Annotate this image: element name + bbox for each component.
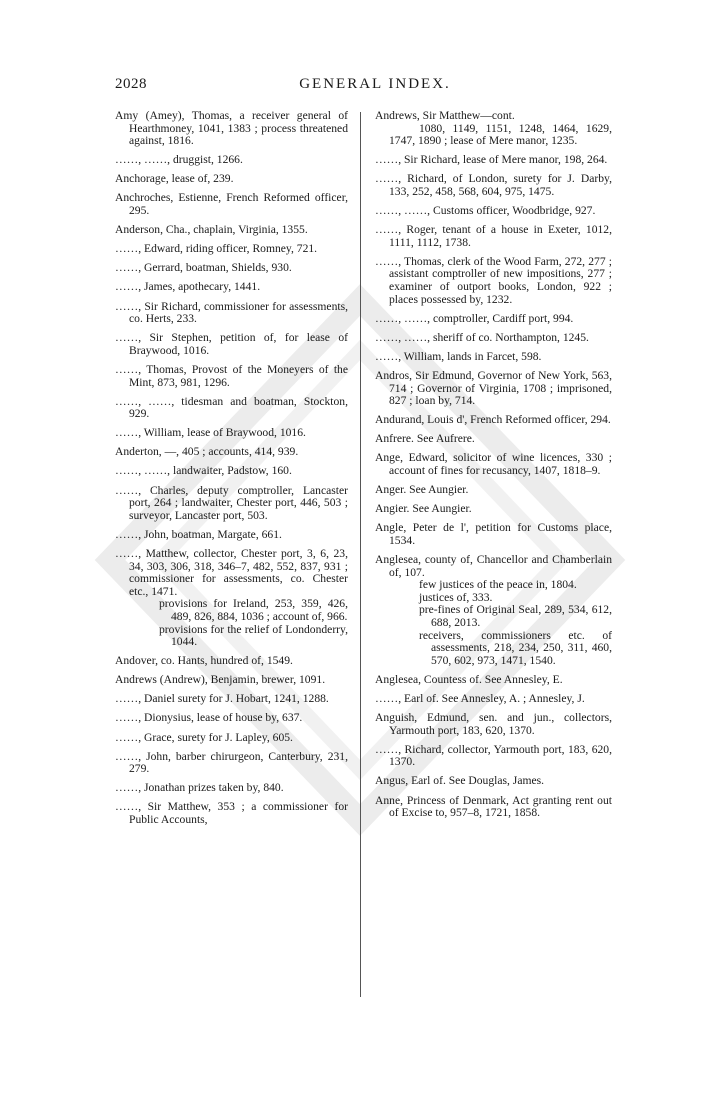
- left-column: [115, 110, 348, 833]
- index-entry: Anchroches, Estienne, French Reformed officer, 295.: [115, 191, 348, 218]
- continued-entry: 1080, 1149, 1151, 1248, 1464, 1629, 1747, 1890 ; lease of Mere manor, 1235.: [389, 121, 612, 148]
- index-entry: Angus, Earl of. See Douglas, James.: [375, 774, 545, 788]
- index-entry: ……, ……, tidesman and boatman, Stockton, 929.: [115, 394, 348, 421]
- index-entry: Anguish, Edmund, sen. and jun., collectors, Yarmouth port, 183, 620, 1370.: [375, 711, 612, 737]
- index-subentry: few justices of the peace in, 1804.: [419, 578, 577, 592]
- index-subentry: receivers, commissioners etc. of assessments, 218, 234, 250, 311, 460, 570, 602, 973, 1471, 1540.: [419, 628, 612, 667]
- index-entry: ……, Sir Stephen, petition of, for lease of Braywood, 1016.: [115, 331, 348, 357]
- index-entry: ……, Sir Matthew, 353 ; a commissioner for Public Accounts,: [115, 800, 348, 827]
- page-number: 2028: [115, 76, 147, 92]
- index-entry: ……, Richard, collector, Yarmouth port, 183, 620, 1370.: [375, 742, 612, 769]
- index-entry: ……, John, boatman, Margate, 661.: [115, 527, 282, 541]
- page-header: [115, 76, 635, 98]
- index-entry: Anglesea, Countess of. See Annesley, E.: [375, 672, 563, 686]
- index-entry: ……, Grace, surety for J. Lapley, 605.: [115, 730, 293, 744]
- index-entry: Amy (Amey), Thomas, a receiver general of Hearthmoney, 1041, 1383 ; process threatened against, 1816.: [115, 109, 348, 148]
- column-divider: [360, 112, 361, 997]
- index-entry: ……, Edward, riding officer, Romney, 721.: [115, 242, 318, 256]
- index-entry: Andover, co. Hants, hundred of, 1549.: [115, 654, 293, 668]
- index-subentry: provisions for the relief of Londonderry, 1044.: [159, 622, 348, 649]
- index-entry: ……, William, lease of Braywood, 1016.: [115, 426, 306, 440]
- index-entry: ……, ……, sheriff of co. Northampton, 1245.: [375, 330, 589, 344]
- index-entry: Angle, Peter de l', petition for Customs place, 1534.: [375, 521, 612, 547]
- index-entry: Anderton, —, 405 ; accounts, 414, 939.: [115, 445, 299, 459]
- index-subentry: provisions for Ireland, 253, 359, 426, 489, 826, 884, 1036 ; account of, 966.: [159, 597, 348, 623]
- index-entry: Ange, Edward, solicitor of wine licences, 330 ; account of fines for recusancy, 1407, 1818–9.: [375, 451, 612, 478]
- index-subentry: justices of, 333.: [419, 590, 493, 604]
- index-entry: ……, John, barber chirurgeon, Canterbury, 231, 279.: [115, 749, 348, 776]
- index-entry: ……, Matthew, collector, Chester port, 3, 6, 23, 34, 303, 306, 318, 346–7, 482, 552, 837, 931 ; commissioner for assessments, co. Chester etc., 1471.: [115, 546, 348, 598]
- index-entry: Andurand, Louis d', French Reformed officer, 294.: [375, 413, 611, 427]
- index-entry: Anne, Princess of Denmark, Act granting rent out of Excise to, 957–8, 1721, 1858.: [375, 793, 612, 820]
- index-entry: ……, Sir Richard, lease of Mere manor, 198, 264.: [375, 153, 608, 167]
- index-entry: Angier. See Aungier.: [375, 502, 472, 516]
- index-entry: ……, Richard, of London, surety for J. Darby, 133, 252, 458, 568, 604, 975, 1475.: [375, 172, 612, 198]
- index-entry: ……, ……, Customs officer, Woodbridge, 927.: [375, 204, 596, 218]
- index-entry: Anger. See Aungier.: [375, 483, 469, 497]
- index-entry: Anderson, Cha., chaplain, Virginia, 1355.: [115, 223, 308, 237]
- index-entry: ……, Thomas, Provost of the Moneyers of the Mint, 873, 981, 1296.: [115, 362, 348, 389]
- index-entry: ……, James, apothecary, 1441.: [115, 280, 261, 294]
- index-entry: ……, William, lands in Farcet, 598.: [375, 349, 542, 363]
- index-entry: ……, Gerrard, boatman, Shields, 930.: [115, 261, 292, 275]
- index-entry: ……, Charles, deputy comptroller, Lancaster port, 264 ; landwaiter, Chester port, 446, 503 ; surveyor, Lancaster port, 503.: [115, 483, 348, 522]
- index-entry: ……, Jonathan prizes taken by, 840.: [115, 781, 284, 795]
- index-subentry: pre-fines of Original Seal, 289, 534, 612, 688, 2013.: [419, 603, 612, 629]
- index-entry: ……, Daniel surety for J. Hobart, 1241, 1288.: [115, 692, 329, 706]
- index-entry: ……, ……, landwaiter, Padstow, 160.: [115, 464, 292, 478]
- index-entry: ……, ……, druggist, 1266.: [115, 153, 243, 167]
- index-entry: Anfrere. See Aufrere.: [375, 432, 475, 446]
- index-entry: ……, Dionysius, lease of house by, 637.: [115, 711, 303, 725]
- index-entry: ……, Thomas, clerk of the Wood Farm, 272, 277 ; assistant comptroller of new impositions, 277 ; examiner of outport books, London, 922 ; places possessed by, 1232.: [375, 254, 612, 306]
- index-entry: ……, Roger, tenant of a house in Exeter, 1012, 1111, 1112, 1738.: [375, 223, 612, 249]
- index-entry: Anchorage, lease of, 239.: [115, 172, 234, 186]
- index-entry: ……, Sir Richard, commissioner for assessments, co. Herts, 233.: [115, 299, 348, 326]
- index-entry: ……, Earl of. See Annesley, A. ; Annesley, J.: [375, 691, 585, 705]
- index-entry: Andrews (Andrew), Benjamin, brewer, 1091.: [115, 673, 326, 687]
- page-title: GENERAL INDEX.: [299, 76, 451, 92]
- right-column: [375, 110, 612, 826]
- continued-heading: Andrews, Sir Matthew—cont.: [375, 109, 515, 122]
- index-entry: Anglesea, county of, Chancellor and Chamberlain of, 107.: [375, 553, 612, 579]
- index-entry: Andros, Sir Edmund, Governor of New York, 563, 714 ; Governor of Virginia, 1708 ; imprisoned, 827 ; loan by, 714.: [375, 369, 612, 408]
- index-entry: ……, ……, comptroller, Cardiff port, 994.: [375, 311, 574, 325]
